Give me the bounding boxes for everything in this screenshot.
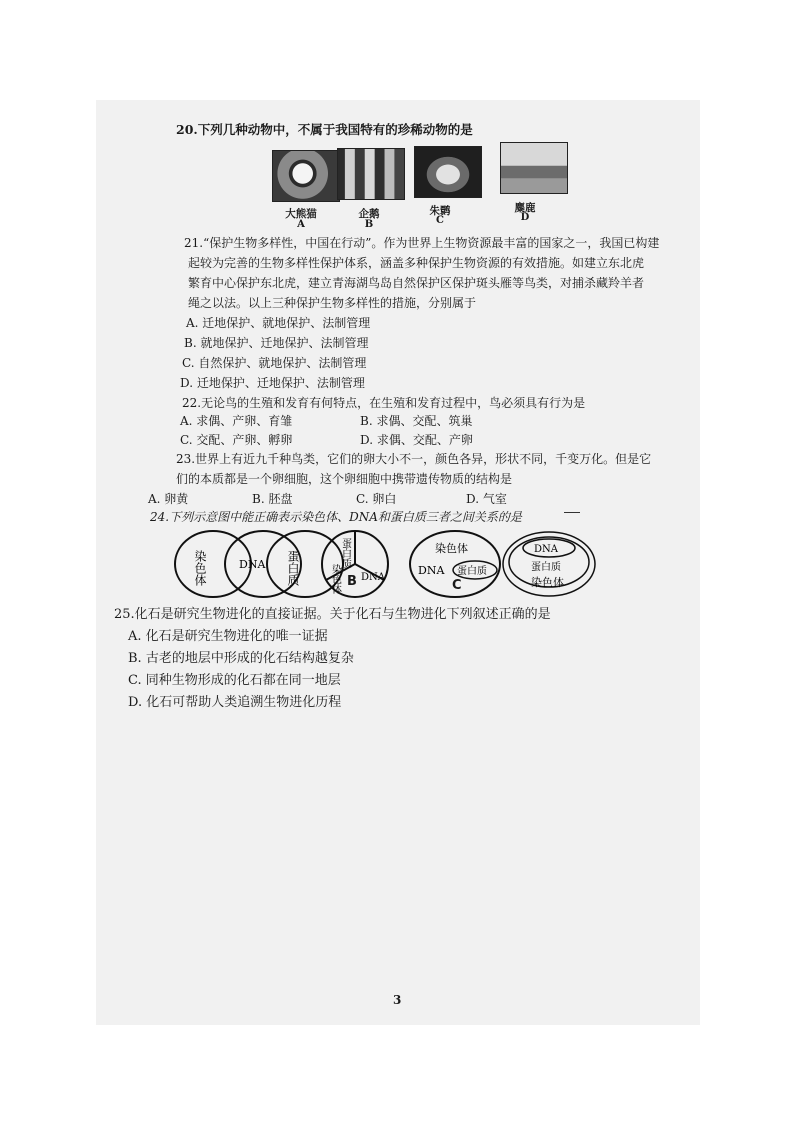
animal-name-b: 企鹅: [358, 208, 380, 220]
q25-option-a: A. 化石是研究生物进化的唯一证据: [128, 629, 328, 644]
diagram-d-chromosome-label: 染色体: [531, 576, 564, 589]
diagram-a-protein-label: 蛋白质: [286, 550, 300, 586]
animal-letter-d: D: [520, 212, 530, 223]
diagram-a: [175, 531, 343, 597]
diagram-letter-b: B: [347, 574, 357, 589]
animal-name-d: 麋鹿: [514, 202, 536, 214]
animal-letter-c: C: [436, 215, 444, 226]
animal-name-c: 朱鹮: [429, 205, 451, 217]
q21-option-b: B. 就地保护、迁地保护、法制管理: [184, 336, 369, 350]
diagram-letter-c: C: [452, 578, 462, 593]
q21-option-a: A. 迁地保护、就地保护、法制管理: [186, 316, 371, 330]
q21-line-2: 起较为完善的生物多样性保护体系，涵盖多种保护生物资源的有效措施。如建立东北虎: [188, 256, 645, 270]
diagram-d: [503, 532, 595, 596]
q23-option-b: B. 胚盘: [252, 492, 293, 506]
diagram-a-chromosome-label: 染色体: [193, 550, 207, 586]
q21-line-1: 21.“保护生物多样性，中国在行动”。作为世界上生物资源最丰富的国家之一，我国已构建: [184, 236, 660, 250]
q24-diagrams: [165, 528, 605, 600]
q23-line-2: 们的本质都是一个卵细胞，这个卵细胞中携带遗传物质的结构是: [176, 472, 513, 486]
diagram-a-dna-label: DNA: [239, 558, 266, 571]
diagram-c-protein-label: 蛋白质: [457, 566, 487, 577]
answer-blank: [564, 512, 580, 513]
q22-stem: 22.无论鸟的生殖和发育有何特点，在生殖和发育过程中，鸟必须具有行为是: [182, 396, 586, 410]
q25-stem: 25.化石是研究生物进化的直接证据。关于化石与生物进化下列叙述正确的是: [114, 607, 551, 622]
diagram-b-protein-label: 蛋白质: [339, 538, 351, 568]
animal-letter-b: B: [364, 219, 374, 230]
page-number: 3: [393, 993, 402, 1007]
q23-option-c: C. 卵白: [356, 492, 397, 506]
q22-option-a: A. 求偶、产卵、育雏: [180, 414, 293, 428]
q25-option-c: C. 同种生物形成的化石都在同一地层: [128, 673, 341, 688]
q21-line-4: 绳之以法。以上三种保护生物多样性的措施，分别属于: [188, 296, 477, 310]
panda-photo: [272, 150, 340, 202]
q22-option-d: D. 求偶、交配、产卵: [360, 433, 473, 447]
diagram-b-chromosome-label: 染色体: [329, 564, 341, 594]
diagram-c-chromosome-label: 染色体: [435, 542, 468, 555]
diagram-d-protein-label: 蛋白质: [531, 562, 561, 573]
q25-option-b: B. 古老的地层中形成的化石结构越复杂: [128, 651, 354, 666]
q21-option-d: D. 迁地保护、迁地保护、法制管理: [180, 376, 365, 390]
penguin-photo: [337, 148, 405, 200]
animal-letter-a: A: [297, 219, 305, 230]
q24-stem: 24.下列示意图中能正确表示染色体、DNA和蛋白质三者之间关系的是: [150, 510, 522, 524]
diagram-d-dna-label: DNA: [534, 544, 558, 555]
q25-option-d: D. 化石可帮助人类追溯生物进化历程: [128, 695, 342, 710]
q20-stem: 20.下列几种动物中，不属于我国特有的珍稀动物的是: [176, 122, 473, 137]
q23-option-a: A. 卵黄: [148, 492, 189, 506]
q23-option-d: D. 气室: [466, 492, 507, 506]
crested-ibis-photo: [414, 146, 482, 198]
animal-name-a: 大熊猫: [285, 208, 317, 220]
diagram-b-dna-label: DNA: [361, 572, 385, 583]
q21-option-c: C. 自然保护、就地保护、法制管理: [182, 356, 367, 370]
q23-line-1: 23.世界上有近九千种鸟类，它们的卵大小不一，颜色各异，形状不同，千变万化。但是它: [176, 452, 652, 466]
q22-option-c: C. 交配、产卵、孵卵: [180, 433, 293, 447]
diagram-c-dna-label: DNA: [418, 564, 445, 577]
q22-option-b: B. 求偶、交配、筑巢: [360, 414, 473, 428]
q21-line-3: 繁育中心保护东北虎，建立青海湖鸟岛自然保护区保护斑头雁等鸟类，对捕杀藏羚羊者: [188, 276, 645, 290]
milu-deer-photo: [500, 142, 568, 194]
